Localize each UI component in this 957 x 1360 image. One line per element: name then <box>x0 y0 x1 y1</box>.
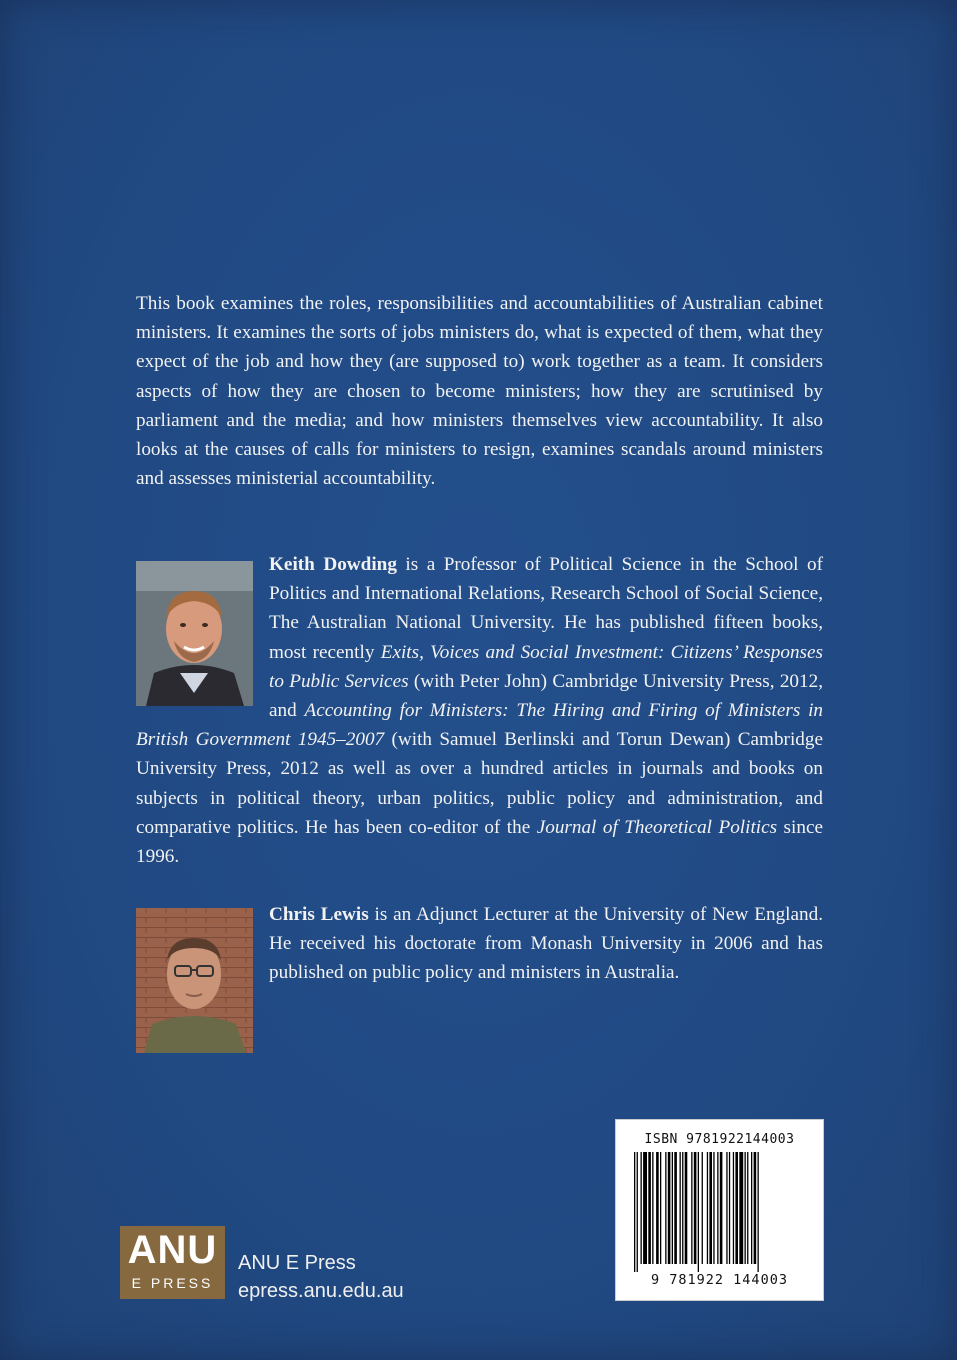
book-title: Exits, Voices and Social Investment: Citizens’ Responses to Public Services <box>269 641 823 692</box>
author-bio-lewis <box>136 900 823 1057</box>
bio-text: (with Samuel Berlinski and Torun Dewan) Cambridge University Press, 2012 as well as over a hundred articles in journals and books on subjects in political theory, urban politics, public policy and administration, and comparative politics. He has been co-editor of the <box>136 729 823 838</box>
publisher-url[interactable]: epress.anu.edu.au <box>238 1280 404 1302</box>
author-name-dowding: Keith Dowding <box>269 554 397 575</box>
isbn-label: ISBN 9781922144003 <box>644 1132 795 1147</box>
isbn-barcode <box>615 1119 824 1301</box>
publisher-name: ANU E Press <box>238 1252 356 1274</box>
book-title: Accounting for Ministers: The Hiring and Firing of Ministers in British Government 1945–2007 <box>136 700 823 751</box>
bio-text: since 1996. <box>136 816 823 868</box>
logo-subtext: E PRESS <box>131 1275 214 1291</box>
book-description: This book examines the roles, responsibilities and accountabilities of Australian cabinet ministers. It examines the sorts of jobs ministers do, what is expected of them, what they expect of the job and how they (are supposed to) work together as a team. It considers aspects of how they are chosen to become ministers; how they are scrutinised by parliament and the media; and how ministers themselves view accountability. It also looks at the causes of calls for ministers to resign, examines scandals around ministers and assesses ministerial accountability. <box>136 293 823 490</box>
barcode-bars <box>634 1152 806 1272</box>
barcode-digits: 9 781922 144003 <box>651 1272 788 1288</box>
journal-title: Journal of Theoretical Politics <box>536 816 778 838</box>
bio-text: (with Peter John) Cambridge University Press, 2012, and <box>269 670 823 722</box>
bio-text: is an Adjunct Lecturer at the University of New England. He received his doctorate from Monash University in 2006 and has published on public policy and ministers in Australia. <box>269 904 823 984</box>
author-photo-lewis <box>136 908 253 1053</box>
bio-text: is a Professor of Political Science in the School of Politics and International Relations, Research School of Social Science, The Australian National University. He has published fifteen books, most recently <box>269 554 823 663</box>
author-name-lewis: Chris Lewis <box>269 904 369 925</box>
logo-text: ANU <box>127 1228 218 1272</box>
author-bio-dowding <box>136 550 823 871</box>
anu-epress-logo <box>120 1226 225 1299</box>
author-photo-dowding <box>136 561 253 706</box>
